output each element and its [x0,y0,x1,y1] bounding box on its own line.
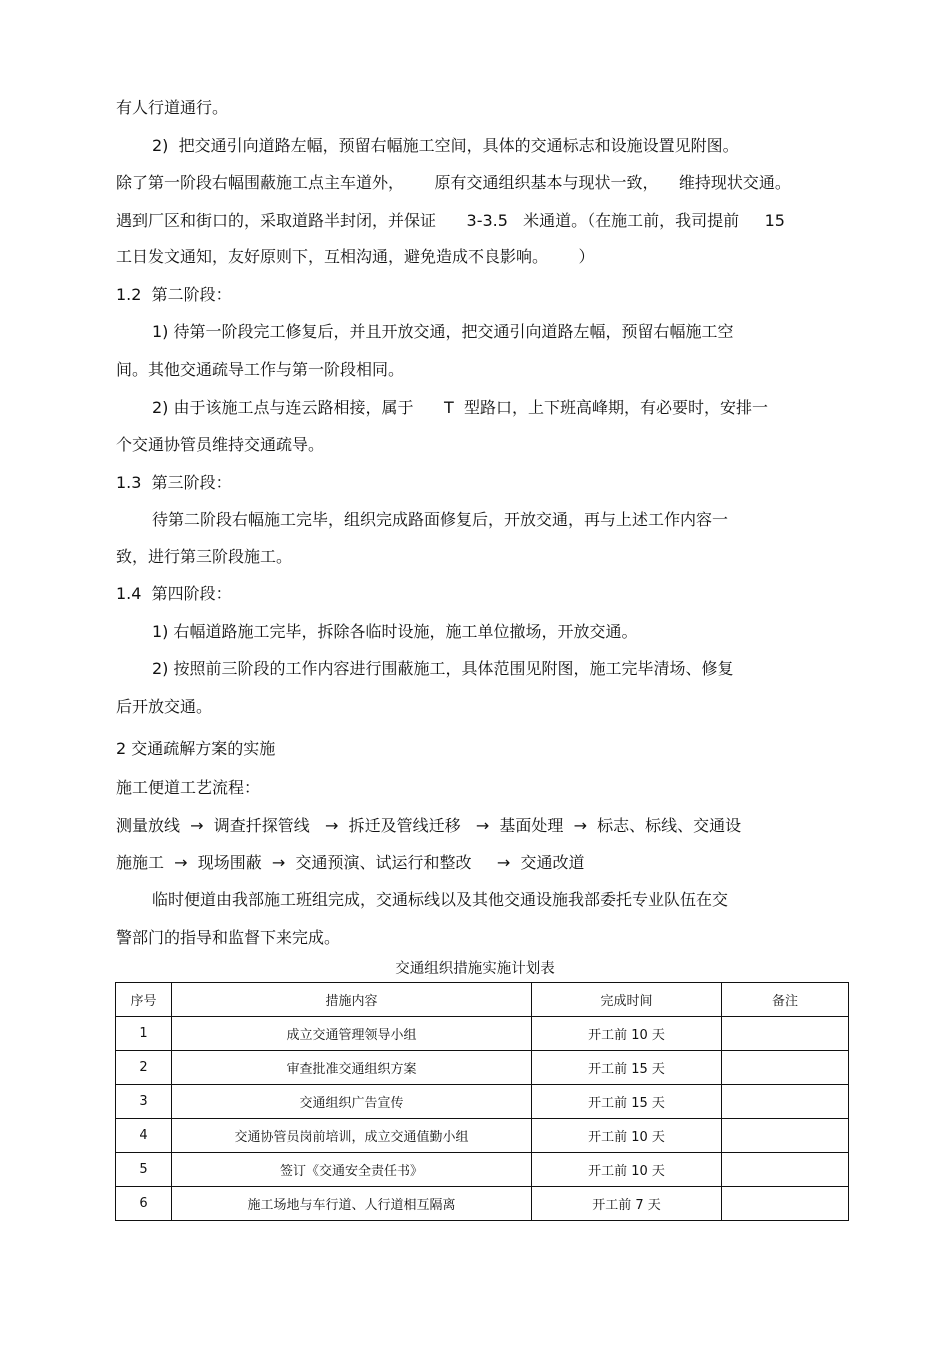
plan-table [115,982,849,1221]
paragraph-line: 后开放交通。 [116,697,213,716]
cell-time: 开工前 7 天 [532,1187,722,1221]
paragraph-line: 待第二阶段右幅施工完毕，组织完成路面修复后，开放交通，再与上述工作内容一 [152,510,729,529]
paragraph-line: 遇到厂区和街口的，采取道路半封闭，并保证 3-3.5 米通道。（在施工前，我司提前 15 [116,211,785,230]
paragraph-line: 1) 右幅道路施工完毕，拆除各临时设施，施工单位撤场，开放交通。 [152,622,638,641]
cell-index: 4 [116,1119,172,1153]
table-row [116,1017,849,1051]
paragraph-line: 临时便道由我部施工班组完成，交通标线以及其他交通设施我部委托专业队伍在交 [152,890,729,909]
header-measure: 措施内容 [172,983,532,1017]
cell-index: 1 [116,1017,172,1051]
section-heading-1-4: 1.4 第四阶段： [116,584,232,603]
table-row [116,1153,849,1187]
cell-measure: 施工场地与车行道、人行道相互隔离 [172,1187,532,1221]
paragraph-line: 致，进行第三阶段施工。 [116,547,293,566]
table-row [116,1085,849,1119]
paragraph-line: 除了第一阶段右幅围蔽施工点主车道外， 原有交通组织基本与现状一致， 维持现状交通。 [116,173,791,192]
paragraph-line: 间。其他交通疏导工作与第一阶段相同。 [116,360,405,379]
process-flow-line: 施施工 → 现场围蔽 → 交通预演、试运行和整改 → 交通改道 [116,853,585,872]
cell-time: 开工前 15 天 [532,1085,722,1119]
header-index: 序号 [116,983,172,1017]
table-caption: 交通组织措施实施计划表 [395,961,555,977]
cell-remark [722,1085,849,1119]
table-row [116,1187,849,1221]
paragraph-line: 2) 按照前三阶段的工作内容进行围蔽施工，具体范围见附图，施工完毕清场、修复 [152,659,734,678]
cell-index: 2 [116,1051,172,1085]
header-remark: 备注 [722,983,849,1017]
cell-time: 开工前 15 天 [532,1051,722,1085]
paragraph-line: 工日发文通知，友好原则下，互相沟通，避免造成不良影响。 ） [116,247,595,266]
cell-time: 开工前 10 天 [532,1017,722,1051]
paragraph-line: 个交通协管员维持交通疏导。 [116,435,325,454]
cell-measure: 审查批准交通组织方案 [172,1051,532,1085]
paragraph-line: 2) 把交通引向道路左幅，预留右幅施工空间，具体的交通标志和设施设置见附图。 [152,136,739,155]
paragraph-line: 1) 待第一阶段完工修复后，并且开放交通，把交通引向道路左幅，预留右幅施工空 [152,322,734,341]
paragraph-line: 施工便道工艺流程： [116,778,261,797]
paragraph-line: 有人行道通行。 [116,98,229,117]
cell-measure: 交通协管员岗前培训，成立交通值勤小组 [172,1119,532,1153]
cell-remark [722,1017,849,1051]
table-row [116,1119,849,1153]
cell-index: 5 [116,1153,172,1187]
cell-remark [722,1187,849,1221]
header-time: 完成时间 [532,983,722,1017]
section-heading-1-2: 1.2 第二阶段： [116,285,232,304]
cell-remark [722,1119,849,1153]
process-flow-line: 测量放线 → 调查扦探管线 → 拆迁及管线迁移 → 基面处理 → 标志、标线、交通设 [116,816,742,835]
cell-time: 开工前 10 天 [532,1119,722,1153]
cell-index: 3 [116,1085,172,1119]
section-heading-1-3: 1.3 第三阶段： [116,473,232,492]
cell-measure: 签订《交通安全责任书》 [172,1153,532,1187]
cell-measure: 交通组织广告宣传 [172,1085,532,1119]
cell-remark [722,1153,849,1187]
cell-remark [722,1051,849,1085]
cell-index: 6 [116,1187,172,1221]
table-row [116,1051,849,1085]
table-header-row [116,983,849,1017]
cell-measure: 成立交通管理领导小组 [172,1017,532,1051]
section-heading-2: 2 交通疏解方案的实施 [116,739,276,758]
paragraph-line: 2) 由于该施工点与连云路相接，属于 T 型路口，上下班高峰期，有必要时，安排一 [152,398,768,417]
cell-time: 开工前 10 天 [532,1153,722,1187]
paragraph-line: 警部门的指导和监督下来完成。 [116,928,341,947]
